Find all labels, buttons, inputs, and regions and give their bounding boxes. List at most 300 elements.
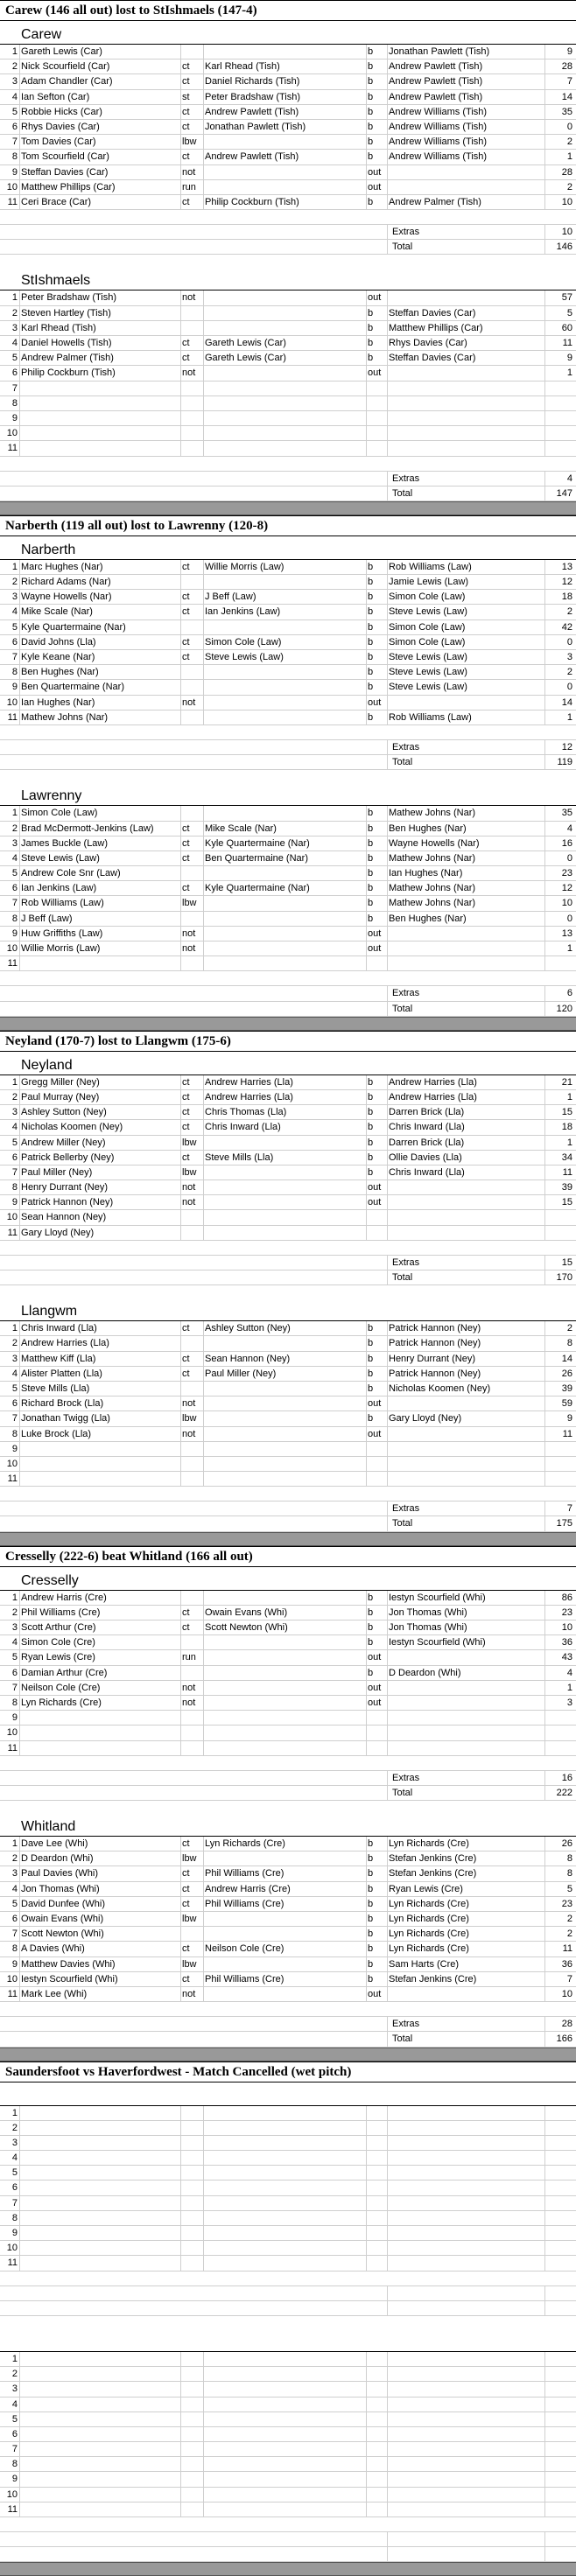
column-divider: [180, 2241, 181, 2255]
runs: 14: [546, 90, 572, 104]
row-number: 5: [0, 105, 18, 119]
dismissal-type: ct: [182, 1882, 203, 1896]
column-divider: [387, 472, 388, 486]
column-divider: [203, 1321, 204, 1335]
column-divider: [203, 1411, 204, 1425]
column-divider: [19, 290, 20, 304]
row-number: 1: [0, 806, 18, 820]
column-divider: [180, 605, 181, 619]
column-divider: [387, 1136, 388, 1150]
column-divider: [544, 2488, 545, 2502]
bowled-marker: b: [368, 851, 385, 865]
row-number: 2: [0, 1852, 18, 1866]
batting-row: [0, 1942, 576, 1956]
column-divider: [180, 710, 181, 724]
batsman-name: Nicholas Koomen (Ney): [21, 1120, 179, 1134]
column-divider: [387, 225, 388, 239]
column-divider: [180, 411, 181, 425]
column-divider: [203, 2211, 204, 2225]
bowled-marker: out: [368, 1650, 385, 1664]
row-number: 8: [0, 2211, 18, 2225]
column-divider: [387, 2472, 388, 2486]
column-divider: [180, 2180, 181, 2194]
batsman-name: Steve Mills (Lla): [21, 1382, 179, 1396]
column-divider: [366, 1457, 367, 1471]
column-divider: [19, 2166, 20, 2180]
column-divider: [544, 396, 545, 410]
batting-row: [0, 1696, 576, 1711]
row-number: 6: [0, 2180, 18, 2194]
fielder-name: Andrew Harries (Lla): [205, 1075, 366, 1089]
batting-row: [0, 680, 576, 695]
innings-totals: [0, 225, 576, 255]
column-divider: [544, 2256, 545, 2270]
column-divider: [544, 2196, 545, 2210]
column-divider: [366, 575, 367, 589]
column-divider: [387, 2166, 388, 2180]
column-divider: [203, 45, 204, 59]
total-row-value: 146: [546, 240, 572, 254]
column-divider: [387, 1336, 388, 1350]
total-row-label: Total: [392, 1786, 412, 1800]
bowled-marker: b: [368, 1105, 385, 1119]
column-divider: [366, 2367, 367, 2381]
column-divider: [19, 635, 20, 649]
bowled-marker: b: [368, 90, 385, 104]
column-divider: [387, 665, 388, 679]
column-divider: [544, 2547, 545, 2561]
batsman-name: Ashley Sutton (Ney): [21, 1105, 179, 1119]
column-divider: [387, 382, 388, 396]
row-number: 7: [0, 382, 18, 396]
batting-row: [0, 650, 576, 665]
column-divider: [203, 2151, 204, 2165]
column-divider: [19, 2457, 20, 2471]
bowled-marker: b: [368, 605, 385, 619]
column-divider: [387, 426, 388, 440]
column-divider: [366, 411, 367, 425]
innings-totals: [0, 1502, 576, 1531]
runs: 8: [546, 1852, 572, 1866]
row-number: 1: [0, 2352, 18, 2366]
batting-row: [0, 2196, 576, 2211]
runs: 8: [546, 1336, 572, 1350]
row-number: 10: [0, 1457, 18, 1471]
batting-row: [0, 366, 576, 381]
column-divider: [203, 2457, 204, 2471]
bowler-name: Ian Hughes (Nar): [389, 866, 546, 880]
batting-row: [0, 105, 576, 120]
bowled-marker: out: [368, 1180, 385, 1194]
bowled-marker: out: [368, 942, 385, 956]
column-divider: [19, 650, 20, 664]
batting-row: [0, 1711, 576, 1726]
runs: 36: [546, 1957, 572, 1971]
batsman-name: Dave Lee (Whi): [21, 1837, 179, 1851]
column-divider: [180, 635, 181, 649]
bowled-marker: b: [368, 1151, 385, 1165]
dismissal-type: ct: [182, 195, 203, 209]
column-divider: [180, 1180, 181, 1194]
extras-row-label: Extras: [392, 225, 419, 239]
batting-row: [0, 1741, 576, 1756]
batsman-name: Kyle Keane (Nar): [21, 650, 179, 664]
column-divider: [19, 2151, 20, 2165]
batting-row: [0, 2241, 576, 2256]
column-divider: [180, 150, 181, 164]
runs: 11: [546, 1942, 572, 1956]
runs: 2: [546, 665, 572, 679]
column-divider: [544, 441, 545, 455]
batsman-name: Adam Chandler (Car): [21, 74, 179, 88]
column-divider: [203, 1866, 204, 1880]
batsman-name: Chris Inward (Lla): [21, 1321, 179, 1335]
bowler-name: Chris Inward (Lla): [389, 1120, 546, 1134]
column-divider: [19, 1837, 20, 1851]
column-divider: [387, 881, 388, 895]
column-divider: [387, 1382, 388, 1396]
runs: 3: [546, 1696, 572, 1710]
batting-row: [0, 1151, 576, 1166]
bowled-marker: b: [368, 1336, 385, 1350]
column-divider: [366, 426, 367, 440]
column-divider: [180, 1852, 181, 1866]
team-innings: [0, 1052, 576, 1285]
batting-row: [0, 180, 576, 195]
row-number: 4: [0, 1120, 18, 1134]
batting-row: [0, 1442, 576, 1457]
row-number: 10: [0, 2241, 18, 2255]
extras-row: [0, 2532, 576, 2547]
runs: 2: [546, 135, 572, 149]
column-divider: [203, 635, 204, 649]
bowler-name: Rhys Davies (Car): [389, 336, 546, 350]
batting-row: [0, 441, 576, 456]
column-divider: [387, 822, 388, 836]
dismissal-type: ct: [182, 74, 203, 88]
row-number: 1: [0, 45, 18, 59]
column-divider: [366, 1711, 367, 1725]
batsman-name: Wayne Howells (Nar): [21, 590, 179, 604]
column-divider: [180, 956, 181, 970]
batting-row: [0, 411, 576, 426]
row-number: 5: [0, 1897, 18, 1911]
match-separator: [0, 2048, 576, 2062]
dismissal-type: ct: [182, 1972, 203, 1986]
dismissal-type: ct: [182, 1866, 203, 1880]
blank-row: [0, 2272, 576, 2286]
column-divider: [387, 290, 388, 304]
column-divider: [366, 1666, 367, 1680]
column-divider: [387, 135, 388, 149]
column-divider: [203, 605, 204, 619]
fielder-name: Neilson Cole (Cre): [205, 1942, 366, 1956]
bowled-marker: b: [368, 351, 385, 365]
column-divider: [180, 1105, 181, 1119]
row-number: 8: [0, 150, 18, 164]
team-name: Whitland: [0, 1813, 576, 1837]
bowler-name: Patrick Hannon (Ney): [389, 1367, 546, 1381]
batting-row: [0, 1180, 576, 1195]
column-divider: [19, 180, 20, 194]
column-divider: [387, 1852, 388, 1866]
batsman-name: Henry Durrant (Ney): [21, 1180, 179, 1194]
column-divider: [203, 366, 204, 380]
column-divider: [180, 396, 181, 410]
column-divider: [19, 1726, 20, 1740]
dismissal-type: lbw: [182, 1852, 203, 1866]
column-divider: [19, 1942, 20, 1956]
batsman-name: Scott Arthur (Cre): [21, 1620, 179, 1634]
column-divider: [387, 2180, 388, 2194]
column-divider: [19, 1136, 20, 1150]
bowled-marker: b: [368, 1972, 385, 1986]
runs: 0: [546, 120, 572, 134]
column-divider: [387, 1866, 388, 1880]
column-divider: [180, 1136, 181, 1150]
column-divider: [366, 806, 367, 820]
bowled-marker: out: [368, 696, 385, 710]
runs: 10: [546, 1987, 572, 2001]
runs: 15: [546, 1105, 572, 1119]
match-header: Narberth (119 all out) lost to Lawrenny (120-8): [0, 515, 576, 536]
dismissal-type: ct: [182, 836, 203, 850]
column-divider: [387, 1912, 388, 1926]
dismissal-type: ct: [182, 1090, 203, 1104]
column-divider: [387, 806, 388, 820]
total-row: [0, 1002, 576, 1017]
column-divider: [366, 1427, 367, 1441]
bowled-marker: b: [368, 1942, 385, 1956]
total-row-value: 147: [546, 486, 572, 500]
batsman-name: J Beff (Law): [21, 912, 179, 926]
dismissal-type: ct: [182, 1075, 203, 1089]
column-divider: [180, 620, 181, 634]
runs: 7: [546, 74, 572, 88]
column-divider: [366, 2472, 367, 2486]
row-number: 2: [0, 575, 18, 589]
column-divider: [180, 590, 181, 604]
bowler-name: Rob Williams (Law): [389, 710, 546, 724]
match-header: Cresselly (222-6) beat Whitland (166 all out): [0, 1546, 576, 1567]
team-spacer: [0, 2316, 576, 2328]
column-divider: [366, 836, 367, 850]
batting-row: [0, 1427, 576, 1442]
batting-row: [0, 1726, 576, 1740]
row-number: 8: [0, 2457, 18, 2471]
dismissal-type: not: [182, 1180, 203, 1194]
column-divider: [180, 1336, 181, 1350]
column-divider: [19, 2472, 20, 2486]
column-divider: [180, 1352, 181, 1366]
column-divider: [387, 2241, 388, 2255]
blank-row: [0, 457, 576, 472]
column-divider: [203, 2180, 204, 2194]
column-divider: [180, 822, 181, 836]
bowled-marker: b: [368, 105, 385, 119]
column-divider: [387, 620, 388, 634]
row-number: 9: [0, 411, 18, 425]
bowled-marker: b: [368, 650, 385, 664]
column-divider: [366, 1741, 367, 1755]
column-divider: [180, 575, 181, 589]
team-innings: [0, 267, 576, 500]
bowler-name: Chris Inward (Lla): [389, 1166, 546, 1180]
bowled-marker: out: [368, 290, 385, 304]
column-divider: [366, 1837, 367, 1851]
column-divider: [203, 1472, 204, 1486]
column-divider: [203, 195, 204, 209]
column-divider: [203, 680, 204, 694]
column-divider: [203, 2136, 204, 2150]
column-divider: [387, 486, 388, 500]
batting-row: [0, 382, 576, 396]
fielder-name: Kyle Quartermaine (Nar): [205, 836, 366, 850]
runs: 12: [546, 575, 572, 589]
column-divider: [19, 2382, 20, 2396]
bowler-name: Jonathan Pawlett (Tish): [389, 45, 546, 59]
row-number: 1: [0, 2106, 18, 2120]
runs: 23: [546, 1897, 572, 1911]
row-number: 6: [0, 120, 18, 134]
row-number: 10: [0, 1972, 18, 1986]
row-number: 8: [0, 665, 18, 679]
team-spacer: [0, 770, 576, 782]
bowler-name: D Deardon (Whi): [389, 1666, 546, 1680]
column-divider: [19, 2412, 20, 2426]
column-divider: [366, 1912, 367, 1926]
team-name: Neyland: [0, 1052, 576, 1075]
column-divider: [180, 1195, 181, 1209]
runs: 2: [546, 1927, 572, 1941]
batsman-name: Steve Lewis (Law): [21, 851, 179, 865]
row-number: 5: [0, 866, 18, 880]
batting-row: [0, 2106, 576, 2121]
extras-row-label: Extras: [392, 472, 419, 486]
row-number: 4: [0, 2398, 18, 2412]
column-divider: [19, 1226, 20, 1240]
column-divider: [203, 710, 204, 724]
batsman-name: Ian Jenkins (Law): [21, 881, 179, 895]
fielder-name: Mike Scale (Nar): [205, 822, 366, 836]
column-divider: [180, 1166, 181, 1180]
column-divider: [544, 165, 545, 179]
column-divider: [180, 1897, 181, 1911]
column-divider: [544, 1726, 545, 1740]
column-divider: [544, 986, 545, 1000]
column-divider: [366, 321, 367, 335]
bowler-name: Jon Thomas (Whi): [389, 1620, 546, 1634]
fielder-name: Phil Williams (Cre): [205, 1866, 366, 1880]
column-divider: [203, 2196, 204, 2210]
row-number: 11: [0, 1226, 18, 1240]
column-divider: [19, 1457, 20, 1471]
team-innings: [0, 1813, 576, 2047]
column-divider: [180, 1472, 181, 1486]
runs: 2: [546, 1912, 572, 1926]
column-divider: [19, 912, 20, 926]
column-divider: [19, 195, 20, 209]
column-divider: [203, 836, 204, 850]
column-divider: [180, 2352, 181, 2366]
runs: 14: [546, 1352, 572, 1366]
column-divider: [203, 165, 204, 179]
runs: 1: [546, 1681, 572, 1695]
column-divider: [387, 1411, 388, 1425]
batsman-name: Steven Hartley (Tish): [21, 306, 179, 320]
row-number: 9: [0, 927, 18, 941]
runs: 0: [546, 680, 572, 694]
column-divider: [387, 912, 388, 926]
column-divider: [203, 411, 204, 425]
column-divider: [366, 680, 367, 694]
column-divider: [387, 1210, 388, 1224]
row-number: 11: [0, 2256, 18, 2270]
column-divider: [203, 927, 204, 941]
column-divider: [366, 1472, 367, 1486]
bowler-name: Andrew Williams (Tish): [389, 150, 546, 164]
column-divider: [544, 2301, 545, 2315]
column-divider: [544, 1786, 545, 1800]
team-name: [0, 2328, 576, 2352]
column-divider: [180, 1942, 181, 1956]
column-divider: [180, 2442, 181, 2456]
column-divider: [366, 1411, 367, 1425]
team-innings: [0, 1298, 576, 1531]
total-row-label: Total: [392, 240, 412, 254]
column-divider: [203, 1166, 204, 1180]
batting-row: [0, 321, 576, 336]
fielder-name: Lyn Richards (Cre): [205, 1837, 366, 1851]
bowler-name: Andrew Williams (Tish): [389, 135, 546, 149]
batsman-name: Ryan Lewis (Cre): [21, 1650, 179, 1664]
bowler-name: Lyn Richards (Cre): [389, 1897, 546, 1911]
batting-row: [0, 822, 576, 836]
row-number: 7: [0, 1927, 18, 1941]
column-divider: [203, 1591, 204, 1605]
column-divider: [366, 336, 367, 350]
column-divider: [180, 896, 181, 910]
column-divider: [387, 1457, 388, 1471]
column-divider: [19, 927, 20, 941]
bowled-marker: b: [368, 1321, 385, 1335]
column-divider: [19, 1180, 20, 1194]
innings-totals: [0, 740, 576, 770]
column-divider: [19, 2502, 20, 2516]
total-row: [0, 2032, 576, 2047]
dismissal-type: not: [182, 1195, 203, 1209]
column-divider: [366, 2196, 367, 2210]
total-row-value: 119: [546, 755, 572, 769]
column-divider: [544, 1472, 545, 1486]
batting-row: [0, 1666, 576, 1681]
row-number: 1: [0, 560, 18, 574]
column-divider: [387, 942, 388, 956]
column-divider: [544, 472, 545, 486]
innings-totals: [0, 2017, 576, 2047]
team-spacer: [0, 1285, 576, 1298]
column-divider: [387, 1786, 388, 1800]
column-divider: [180, 1591, 181, 1605]
runs: 11: [546, 1427, 572, 1441]
column-divider: [387, 2121, 388, 2135]
batting-row: [0, 2226, 576, 2241]
bowled-marker: b: [368, 881, 385, 895]
column-divider: [180, 1226, 181, 1240]
column-divider: [180, 1681, 181, 1695]
column-divider: [544, 1195, 545, 1209]
column-divider: [544, 1210, 545, 1224]
